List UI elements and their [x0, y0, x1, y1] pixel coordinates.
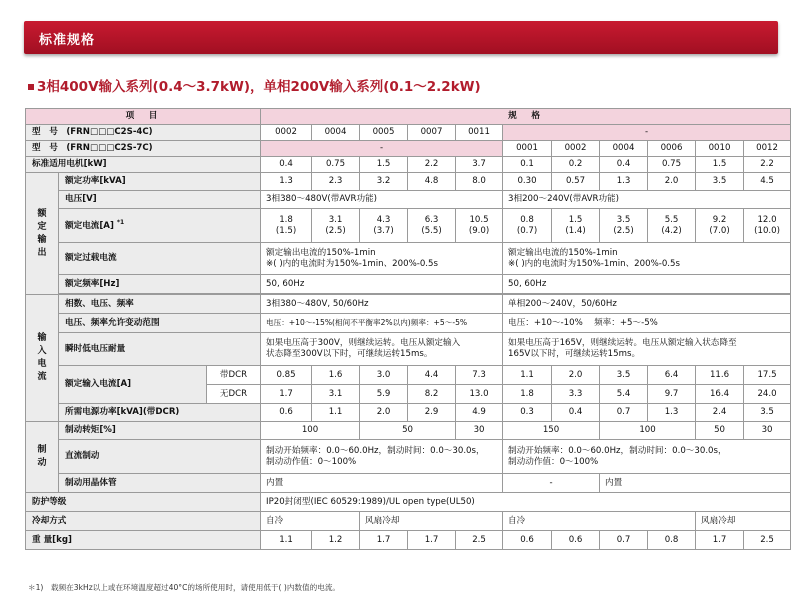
current-cell: 1.5 (1.4): [552, 209, 600, 243]
overload-4c: 额定输出电流的150%-1min ※( )内的电流时为150%-1min、200%-0.5s: [261, 243, 503, 275]
brake-section-label: 制动: [26, 422, 59, 493]
voltage-label: 电压[V]: [59, 191, 261, 209]
brake-unit-label: 制动用晶体管: [59, 474, 261, 493]
bullet-square-icon: [28, 84, 34, 90]
protection-value: IP20封闭型(IEC 60529:1989)/UL open type(UL50): [261, 493, 791, 512]
current-cell: 4.3 (3.7): [360, 209, 408, 243]
model-7c-cell: 0010: [696, 141, 744, 157]
model-7c-label: 型 号 (FRN□□□C2S-7C): [26, 141, 261, 157]
capacity-cell: 1.3: [600, 173, 648, 191]
current-cell: 12.0 (10.0): [744, 209, 791, 243]
current-label: 额定电流[A] $^{*1}$: [59, 209, 261, 243]
current-cell: 1.8 (1.5): [261, 209, 312, 243]
model-4c-cell: 0002: [261, 125, 312, 141]
incurrent-cell: 3.1: [312, 385, 360, 404]
weight-row: [26, 531, 791, 550]
footnote-marker: *1: [116, 219, 125, 227]
cooling-row: [26, 512, 791, 531]
voltage-4c: 3相380～480V(带AVR功能): [261, 191, 503, 209]
tolerance-7c: 电压：+10～-10% 频率：+5～-5%: [503, 314, 791, 333]
cooling-4c-natural: 自冷: [261, 512, 360, 531]
torque-cell: 100: [600, 422, 696, 440]
dip-row: [26, 333, 791, 366]
torque-cell: 30: [456, 422, 503, 440]
brake-unit-4c: 内置: [261, 474, 503, 493]
power-cell: 0.3: [503, 404, 552, 422]
incurrent-cell: 8.2: [408, 385, 456, 404]
subtitle-text: 3相400V输入系列(0.4～3.7kW)，单相200V输入系列(0.1～2.2kW): [37, 79, 481, 95]
motor-label: 标准适用电机[kW]: [26, 157, 261, 173]
model-4c-label: 型 号 (FRN□□□C2S-4C): [26, 125, 261, 141]
incurrent-cell: 1.7: [261, 385, 312, 404]
motor-cell: 2.2: [408, 157, 456, 173]
frequency-7c: 50, 60Hz: [503, 275, 791, 294]
incurrent-cell: 17.5: [744, 366, 791, 385]
power-cell: 2.9: [408, 404, 456, 422]
cooling-label: 冷却方式: [26, 512, 261, 531]
power-label: 所需电源功率[kVA](带DCR): [59, 404, 261, 422]
dcr-without-label: 无DCR: [207, 385, 261, 404]
torque-cell: 30: [744, 422, 791, 440]
power-cell: 0.7: [600, 404, 648, 422]
motor-row: [26, 157, 791, 173]
capacity-label: 额定功率[kVA]: [59, 173, 261, 191]
capacity-cell: 3.5: [696, 173, 744, 191]
incurrent-cell: 3.0: [360, 366, 408, 385]
power-row: [26, 404, 791, 422]
brake-unit-row: [26, 474, 791, 493]
phase-row: [26, 295, 791, 314]
weight-cell: 1.2: [312, 531, 360, 550]
incurrent-cell: 16.4: [696, 385, 744, 404]
motor-cell: 0.1: [503, 157, 552, 173]
phase-7c: 单相200～240V，50/60Hz: [503, 295, 791, 314]
incurrent-cell: 1.6: [312, 366, 360, 385]
incurrent-cell: 1.1: [503, 366, 552, 385]
weight-cell: 1.7: [360, 531, 408, 550]
incurrent-cell: 5.9: [360, 385, 408, 404]
cooling-7c-fan: 风扇冷却: [696, 512, 791, 531]
overload-label: 额定过载电流: [59, 243, 261, 275]
frequency-4c: 50, 60Hz: [261, 275, 503, 294]
item-header: 项 目: [26, 109, 261, 125]
section-header-bar: [24, 21, 778, 54]
incurrent-cell: 11.6: [696, 366, 744, 385]
weight-cell: 0.7: [600, 531, 648, 550]
model-7c-cell: 0006: [648, 141, 696, 157]
dc-brake-4c: 制动开始频率：0.0～60.0Hz，制动时间：0.0～30.0s， 制动动作值：0～100%: [261, 440, 503, 474]
voltage-row: [26, 191, 791, 209]
capacity-cell: 0.30: [503, 173, 552, 191]
incurrent-label: 额定输入电流[A]: [59, 366, 207, 404]
weight-cell: 2.5: [744, 531, 791, 550]
motor-cell: 0.4: [600, 157, 648, 173]
model-7c-row: [26, 141, 791, 157]
motor-cell: 0.4: [261, 157, 312, 173]
motor-cell: 1.5: [360, 157, 408, 173]
incurrent-cell: 4.4: [408, 366, 456, 385]
motor-cell: 1.5: [696, 157, 744, 173]
frequency-label: 额定频率[Hz]: [59, 275, 261, 294]
torque-cell: 50: [696, 422, 744, 440]
torque-row: [26, 422, 791, 440]
power-cell: 1.1: [312, 404, 360, 422]
tolerance-label: 电压、频率允许变动范围: [59, 314, 261, 333]
model-7c-cell: 0012: [744, 141, 791, 157]
footnote: ＊1) 载频在3kHz以上或在环境温度超过40°C的场所使用时，请使用低于( )内数值的电流。: [28, 583, 341, 592]
model-4c-cell: 0011: [456, 125, 503, 141]
weight-cell: 0.6: [552, 531, 600, 550]
current-cell: 5.5 (4.2): [648, 209, 696, 243]
dc-brake-label: 直流制动: [59, 440, 261, 474]
model-4c-cell: 0005: [360, 125, 408, 141]
current-cell: 10.5 (9.0): [456, 209, 503, 243]
overload-7c: 额定输出电流的150%-1min ※( )内的电流时为150%-1min、200%-0.5s: [503, 243, 791, 275]
model-7c-cell: 0002: [552, 141, 600, 157]
capacity-cell: 3.2: [360, 173, 408, 191]
capacity-cell: 4.8: [408, 173, 456, 191]
power-cell: 1.3: [648, 404, 696, 422]
power-cell: 0.4: [552, 404, 600, 422]
weight-cell: 1.7: [408, 531, 456, 550]
capacity-cell: 2.3: [312, 173, 360, 191]
incurrent-cell: 0.85: [261, 366, 312, 385]
incurrent-cell: 7.3: [456, 366, 503, 385]
current-cell: 0.8 (0.7): [503, 209, 552, 243]
output-section-label: 额定输出: [26, 173, 59, 295]
motor-cell: 2.2: [744, 157, 791, 173]
tolerance-4c: 电压：+10～-15%(相间不平衡率2%以内)频率：+5～-5%: [261, 314, 503, 333]
model-7c-na: -: [261, 141, 503, 157]
brake-unit-7c: 内置: [600, 474, 791, 493]
power-cell: 2.4: [696, 404, 744, 422]
weight-cell: 0.8: [648, 531, 696, 550]
current-cell: 3.1 (2.5): [312, 209, 360, 243]
spec-header: 规 格: [261, 109, 791, 125]
power-cell: 3.5: [744, 404, 791, 422]
dip-4c: 如果电压高于300V，则继续运转。电压从额定输入 状态降至300V以下时，可继续运转15ms。: [261, 333, 503, 366]
brake-unit-7c-na: -: [503, 474, 600, 493]
model-7c-cell: 0004: [600, 141, 648, 157]
current-cell: 9.2 (7.0): [696, 209, 744, 243]
torque-cell: 100: [261, 422, 360, 440]
table-header-row: [26, 109, 791, 125]
motor-cell: 0.2: [552, 157, 600, 173]
current-cell: 6.3 (5.5): [408, 209, 456, 243]
weight-cell: 0.6: [503, 531, 552, 550]
incurrent-cell: 6.4: [648, 366, 696, 385]
incurrent-cell: 24.0: [744, 385, 791, 404]
capacity-cell: 1.3: [261, 173, 312, 191]
dc-brake-7c: 制动开始频率：0.0～60.0Hz，制动时间：0.0～30.0s， 制动动作值：0～100%: [503, 440, 791, 474]
motor-cell: 0.75: [648, 157, 696, 173]
dip-label: 瞬时低电压耐量: [59, 333, 261, 366]
phase-4c: 3相380～480V, 50/60Hz: [261, 295, 503, 314]
power-cell: 2.0: [360, 404, 408, 422]
current-cell: 3.5 (2.5): [600, 209, 648, 243]
tolerance-row: [26, 314, 791, 333]
dc-brake-row: [26, 440, 791, 474]
power-cell: 0.6: [261, 404, 312, 422]
section-title: 标准规格: [39, 33, 96, 48]
protection-label: 防护等级: [26, 493, 261, 512]
model-4c-na: -: [503, 125, 791, 141]
input-section-label: 输入电流: [26, 295, 59, 422]
incurrent-cell: 13.0: [456, 385, 503, 404]
torque-label: 制动转矩[%]: [59, 422, 261, 440]
protection-row: [26, 493, 791, 512]
capacity-row: [26, 173, 791, 191]
current-row: [26, 209, 791, 243]
incurrent-cell: 2.0: [552, 366, 600, 385]
cooling-4c-fan: 风扇冷却: [360, 512, 503, 531]
capacity-cell: 2.0: [648, 173, 696, 191]
incurrent-cell: 1.8: [503, 385, 552, 404]
cooling-7c-natural: 自冷: [503, 512, 696, 531]
motor-cell: 0.75: [312, 157, 360, 173]
spec-table: [25, 108, 791, 550]
model-4c-cell: 0004: [312, 125, 360, 141]
incurrent-cell: 9.7: [648, 385, 696, 404]
phase-label: 相数、电压、频率: [59, 295, 261, 314]
weight-cell: 2.5: [456, 531, 503, 550]
model-4c-cell: 0007: [408, 125, 456, 141]
incurrent-with-row: [26, 366, 791, 385]
frequency-row: [26, 275, 791, 294]
incurrent-cell: 3.3: [552, 385, 600, 404]
capacity-cell: 4.5: [744, 173, 791, 191]
model-7c-cell: 0001: [503, 141, 552, 157]
dcr-with-label: 带DCR: [207, 366, 261, 385]
overload-row: [26, 243, 791, 275]
voltage-7c: 3相200～240V(带AVR功能): [503, 191, 791, 209]
torque-cell: 50: [360, 422, 456, 440]
model-4c-row: [26, 125, 791, 141]
capacity-cell: 0.57: [552, 173, 600, 191]
capacity-cell: 8.0: [456, 173, 503, 191]
power-cell: 4.9: [456, 404, 503, 422]
motor-cell: 3.7: [456, 157, 503, 173]
dip-7c: 如果电压高于165V，则继续运转。电压从额定输入状态降至 165V以下时，可继续运转15ms。: [503, 333, 791, 366]
incurrent-cell: 3.5: [600, 366, 648, 385]
incurrent-cell: 5.4: [600, 385, 648, 404]
weight-cell: 1.7: [696, 531, 744, 550]
torque-cell: 150: [503, 422, 600, 440]
weight-label: 重 量[kg]: [26, 531, 261, 550]
table-subtitle: [28, 75, 481, 95]
weight-cell: 1.1: [261, 531, 312, 550]
